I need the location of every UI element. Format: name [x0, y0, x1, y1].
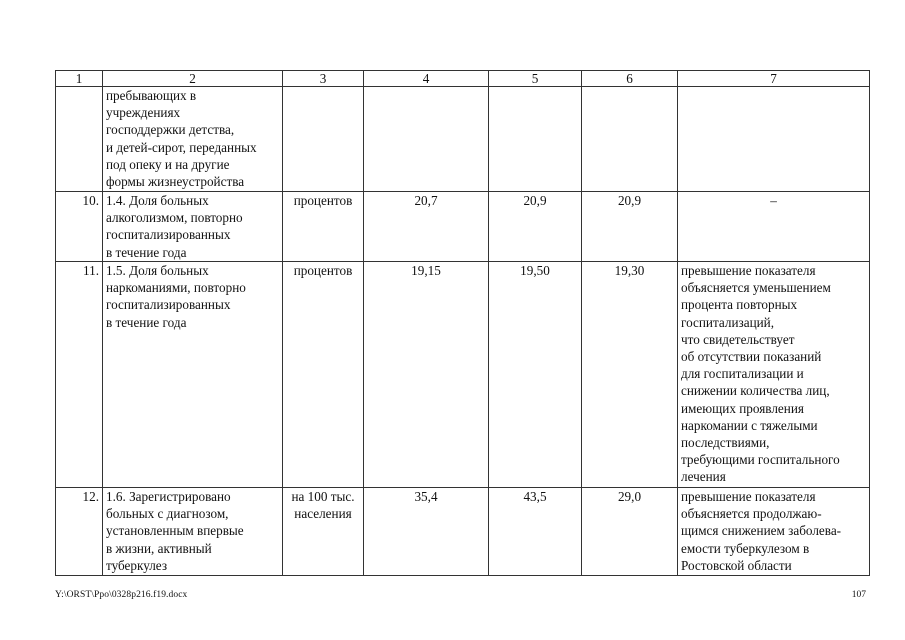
- note-cell: превышение показателя объясняется уменьшением процента повторных госпитализаций, что свидетельствует об отсутствии показаний для госпитализации и снижении количества лиц, имеющих проявления наркомании с тяжелыми последствиями, требующими госпитального лечения: [678, 262, 870, 488]
- header-cell: 4: [364, 71, 489, 87]
- table-row: [56, 87, 870, 192]
- row-number: 11.: [56, 262, 103, 488]
- table-header-row: [56, 71, 870, 87]
- value-cell: 19,50: [489, 262, 582, 488]
- value-cell: 43,5: [489, 488, 582, 576]
- unit-cell: на 100 тыс. населения: [283, 488, 364, 576]
- value-cell: 19,15: [364, 262, 489, 488]
- header-cell: 6: [582, 71, 678, 87]
- header-cell: 3: [283, 71, 364, 87]
- value-cell: 20,9: [489, 192, 582, 262]
- value-cell: 29,0: [582, 488, 678, 576]
- table-row: [56, 488, 870, 576]
- row-number: 12.: [56, 488, 103, 576]
- note-cell: превышение показателя объясняется продолжаю- щимся снижением заболева- емости туберкулезом в Ростовской области: [678, 488, 870, 576]
- table-row: [56, 262, 870, 488]
- indicator-name: пребывающих в учреждениях господдержки детства, и детей-сирот, переданных под опеку и на другие формы жизнеустройства: [103, 87, 283, 192]
- row-number: 10.: [56, 192, 103, 262]
- value-cell: 35,4: [364, 488, 489, 576]
- unit-cell: [283, 87, 364, 192]
- table-row: [56, 192, 870, 262]
- value-cell: 19,30: [582, 262, 678, 488]
- header-cell: 7: [678, 71, 870, 87]
- note-cell: [678, 87, 870, 192]
- page-number: 107: [851, 590, 866, 600]
- indicator-name: 1.6. Зарегистрировано больных с диагнозом, установленным впервые в жизни, активный туберкулез: [103, 488, 283, 576]
- row-number: [56, 87, 103, 192]
- note-cell: –: [678, 192, 870, 262]
- footer-file-path: Y:\ORST\Ppo\0328p216.f19.docx: [55, 590, 188, 600]
- indicators-table: [55, 70, 870, 576]
- header-cell: 2: [103, 71, 283, 87]
- indicator-name: 1.4. Доля больных алкоголизмом, повторно госпитализированных в течение года: [103, 192, 283, 262]
- indicator-name: 1.5. Доля больных наркоманиями, повторно госпитализированных в течение года: [103, 262, 283, 488]
- unit-cell: процентов: [283, 192, 364, 262]
- header-cell: 5: [489, 71, 582, 87]
- value-cell: 20,9: [582, 192, 678, 262]
- value-cell: [582, 87, 678, 192]
- header-cell: 1: [56, 71, 103, 87]
- value-cell: [364, 87, 489, 192]
- value-cell: [489, 87, 582, 192]
- value-cell: 20,7: [364, 192, 489, 262]
- unit-cell: процентов: [283, 262, 364, 488]
